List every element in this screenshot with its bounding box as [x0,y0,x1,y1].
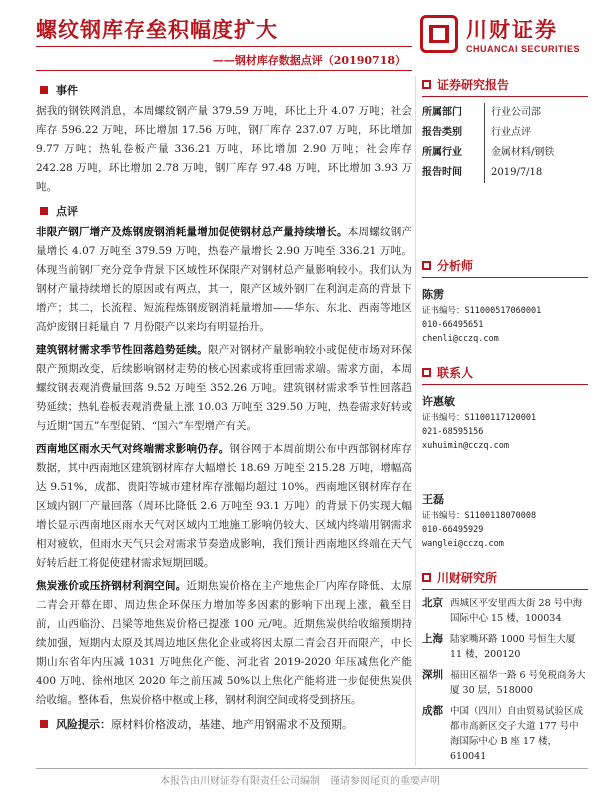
offices-heading: 川财研究所 [422,569,588,590]
square-outline-icon [422,261,431,270]
main-content [36,76,412,736]
report-info-heading: 证券研究报告 [422,76,588,97]
square-outline-icon [422,368,431,377]
contact-cert: 证书编号：S1100118070008 [422,511,537,521]
logo-name-en: CHUANCAI SECURITIES [466,44,581,54]
column-divider [415,76,416,766]
contact-email[interactable]: xuhuimin@cczq.com [422,441,509,451]
info-row-date: 报告时间 2019/7/18 [422,163,588,183]
contact-email[interactable]: wanglei@cczq.com [422,539,504,549]
contact-name: 许惠敏 [422,395,455,408]
comment-paragraph-3: 西南地区雨水天气对终端需求影响仍存。钢谷网于本周前期公布中西部钢材库存数据，其中西南地区建筑钢材库存大幅增长 18.69 万吨至 215.28 万吨，增幅高达 9.51%，成都、贵阳等城市建材库存涨幅均超过 10%。西南地区钢材库存在区域内钢厂产量回落（周环比降低 2.6 万吨至 93.1 万吨）的背景下仍实现大幅增长显示西南地区雨水天气对区域内工地施工影响仍较大、区域内终端用钢需求相对疲软，但雨水天气只会对需求节奏造成影响，我们预计西南地区终端在天气好转后赶工将促使建材需求短期回暖。 [36,443,412,569]
section-heading-comment: 点评 [36,203,412,219]
info-row-department: 所属部门 行业公司部 [422,103,588,123]
analyst-name: 陈雳 [422,288,444,301]
subtitle-divider [36,70,412,71]
contact-heading: 联系人 [422,364,588,385]
comment-paragraph-4: 焦炭涨价或压挤钢材利润空间。近期焦炭价格在主产地焦企厂内库存降低、太原二青会开幕在即、周边焦企环保压力增加等多因素的影响下出现上涨，截至目前，山西临汾、吕梁等地焦炭价格已提涨 100 元/吨。近期焦炭供给收缩预期持续加强，短期内太原及其周边地区焦化企业或将因太原二青会召开而限产，中长期山东省年内压减 1031 万吨焦化产能、河北省 2019-2020 年压减焦化产能 400 万吨、徐州地区 2020 年之前压减 50%以上焦化产能将进一步促使焦炭供给收缩。整体看，焦炭价格中枢或上移，钢材利润空间或将受到挤压。 [36,580,412,706]
square-bullet-icon [40,207,48,215]
report-title: 螺纹钢库存垒积幅度扩大 [36,18,278,42]
office-shenzhen: 深圳 福田区福华一路 6 号免税商务大厦 30 层，518000 [422,669,586,696]
contact-phone: 021-68595156 [422,427,484,437]
contact-card-2 [422,493,588,551]
logo-name-cn: 川财证券 [466,18,558,42]
office-chengdu: 成都 中国（四川）自由贸易试验区成都市高新区交子大道 177 号中海国际中心 B 座 17 楼，610041 [422,705,584,762]
analyst-card [422,288,588,346]
title-divider [36,46,412,47]
contact-name: 王磊 [422,493,444,506]
company-logo [420,14,580,54]
office-beijing: 北京 西城区平安里西大街 28 号中海国际中心 15 楼，100034 [422,597,583,624]
analyst-cert: 证书编号：S1100051706000​1 [422,306,542,316]
analyst-heading: 分析师 [422,257,588,278]
square-bullet-icon [40,86,48,94]
square-outline-icon [422,80,431,89]
contact-cert: 证书编号：S1100117120001 [422,413,537,423]
info-row-category: 报告类别 行业点评 [422,123,588,143]
contact-card-1 [422,395,588,453]
analyst-email[interactable]: chenli@cczq.com [422,334,499,344]
report-subtitle: ——钢材库存数据点评（20190718） [212,54,406,67]
square-outline-icon [422,573,431,582]
analyst-phone: 010-66495651 [422,320,484,330]
comment-paragraph-1: 非限产钢厂增产及炼钢废钢消耗量增加促使钢材总产量持续增长。本周螺纹钢产量增长 4.07 万吨至 379.59 万吨，热卷产量增长 2.90 万吨至 336.21 万吨。体现当前钢厂充分竞争背景下区域性环保限产对钢材总产量影响较小。我们认为钢材产量持续增长的原因或有两点，其一，限产区域外钢厂在利润走高的背景下增产；其二，长流程、短流程炼钢废钢消耗量增加——华东、东北、西南等地区高炉废钢日耗量自 7 月份限产以来均有明显抬升。 [36,226,412,333]
event-paragraph: 据我的钢铁网消息，本周螺纹钢产量 379.59 万吨，环比上升 4.07 万吨；社会库存 596.22 万吨，环比增加 17.56 万吨，钢厂库存 237.07 万吨，环比增加 9.77 万吨；热轧卷板产量 336.21 万吨，环比增加 2.90 万吨；社会库存 242.28 万吨，环比增加 2.78 万吨，钢厂库存 97.48 万吨，环比增加 3.93 万吨。 [36,105,412,193]
office-shanghai: 上海 陆家嘴环路 1000 号恒生大厦 11 楼，200120 [422,633,576,660]
sidebar [422,76,588,770]
comment-paragraph-2: 建筑钢材需求季节性回落趋势延续。限产对钢材产量影响较小或促使市场对环保限产预期改变，后续影响钢材走势的核心因素或将重回需求端。需求方面，本周螺纹钢表观消费量回落 9.52 万吨至 352.26 万吨。建筑钢材需求季节性回落趋势延续；热轧卷板表观消费量上涨 10.03 万吨至 329.50 万吨，热卷需求好转或与近期“国五”车型促销、“国六”车型增产有关。 [36,344,412,432]
contact-phone: 010-66495929 [422,525,484,535]
footer-divider [36,768,588,769]
square-bullet-icon [40,720,48,728]
footer-disclaimer: 本报告由川财证券有限责任公司编制 谨请参阅尾页的重要声明 [160,776,440,787]
risk-warning: 风险提示： 原材料价格波动，基建、地产用钢需求不及预期。 [36,716,412,732]
section-heading-event: 事件 [36,82,412,98]
logo-icon [420,15,458,53]
info-row-industry: 所属行业 金属材料/钢铁 [422,143,588,163]
